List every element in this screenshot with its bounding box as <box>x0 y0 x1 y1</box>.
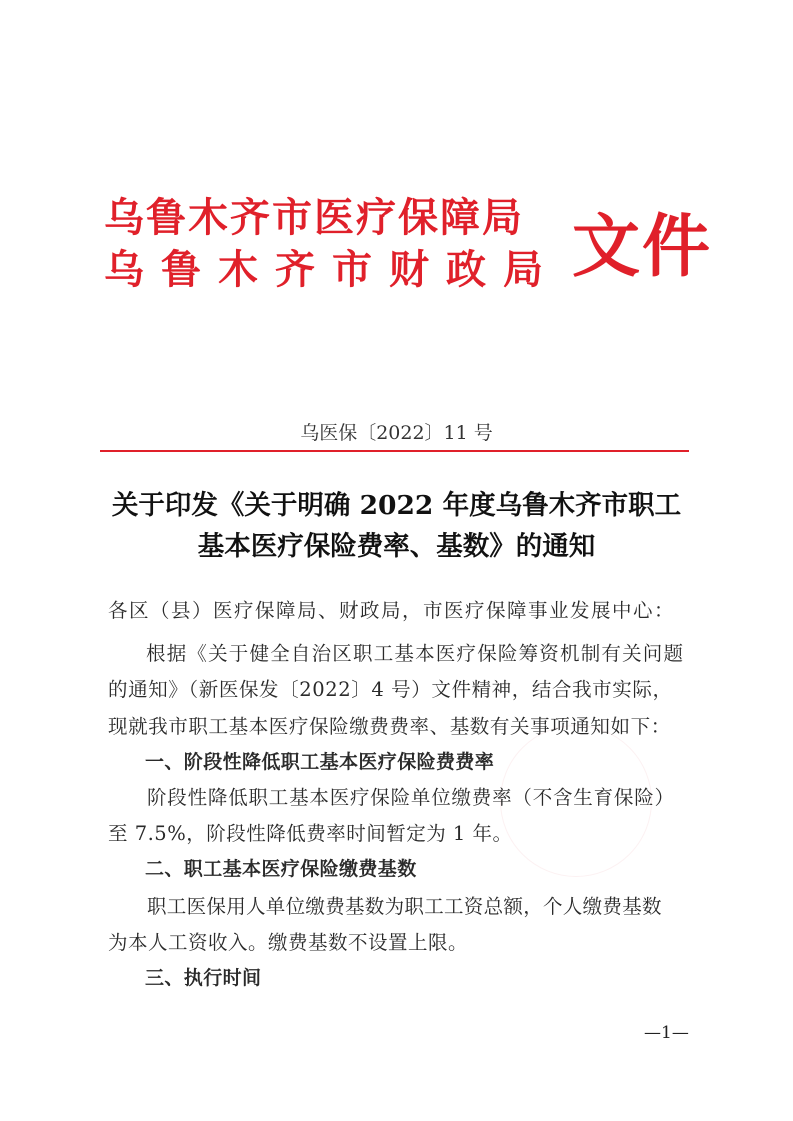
section-1-heading: 一、阶段性降低职工基本医疗保险费费率 <box>145 751 495 773</box>
issuer-line-1: 乌鲁木齐市医疗保障局 <box>104 194 524 241</box>
section-1-line-1: 阶段性降低职工基本医疗保险单位缴费率（不含生育保险） <box>147 786 675 809</box>
document-header <box>104 194 713 293</box>
document-label: 文件 <box>572 207 713 287</box>
section-1-line-2: 至 7.5%，阶段性降低费率时间暂定为 1 年。 <box>108 822 513 845</box>
header-divider <box>100 450 689 452</box>
title-line-1: 关于印发《关于明确 2022 年度乌鲁木齐市职工 <box>111 490 682 521</box>
title-line-2: 基本医疗保险费率、基数》的通知 <box>197 531 596 562</box>
paragraph-1-line-2: 的通知》（新医保发〔2022〕4 号）文件精神，结合我市实际， <box>108 678 673 701</box>
document-title <box>95 485 698 567</box>
section-3-heading: 三、执行时间 <box>145 967 262 989</box>
issuer-line-2: 乌鲁木齐市财政局 <box>104 246 560 293</box>
document-number: 乌医保〔2022〕11 号 <box>300 422 493 444</box>
section-2-line-2: 为本人工资收入。缴费基数不设置上限。 <box>108 931 469 954</box>
section-2-line-1: 职工医保用人单位缴费基数为职工工资总额，个人缴费基数 <box>147 895 662 918</box>
page-number: —1— <box>644 1023 689 1043</box>
section-2-heading: 二、职工基本医疗保险缴费基数 <box>145 858 417 880</box>
addressee-line: 各区（县）医疗保障局、财政局，市医疗保障事业发展中心： <box>108 599 676 622</box>
paragraph-1-line-1: 根据《关于健全自治区职工基本医疗保险筹资机制有关问题 <box>146 642 685 665</box>
paragraph-1-line-3: 现就我市职工基本医疗保险缴费费率、基数有关事项通知如下： <box>108 715 671 738</box>
